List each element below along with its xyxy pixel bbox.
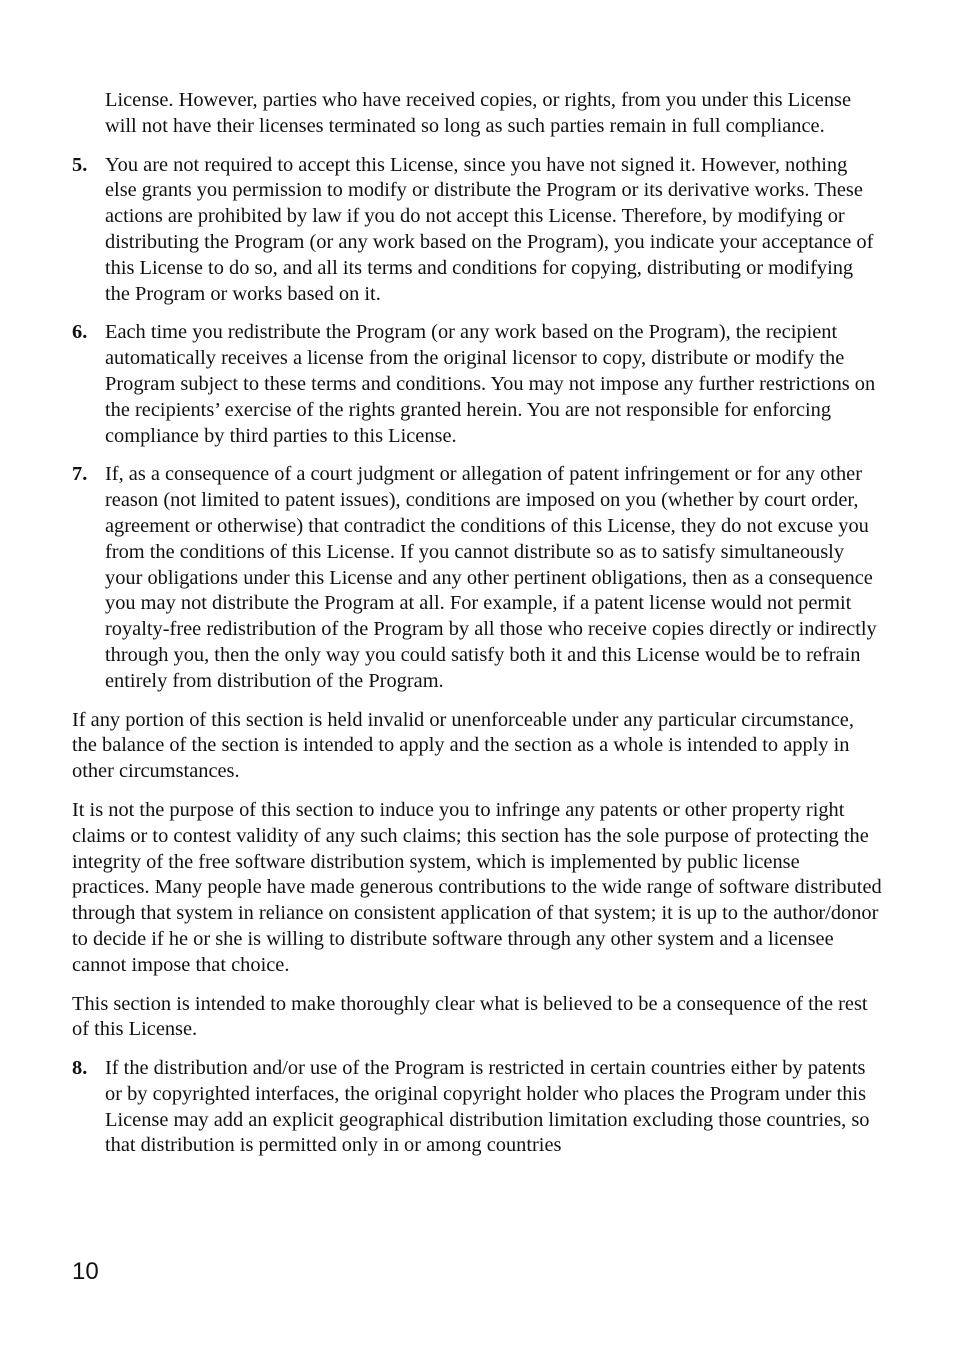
list-item-7	[72, 462, 882, 694]
page-number: 10	[72, 1258, 99, 1285]
item-text: You are not required to accept this License, since you have not signed it. However, nothing else grants you permission to modify or distribute the Program or its derivative works. These actions are prohibited by law if you do not accept this License. Therefore, by modifying or distributing the Program (or any work based on the Program), you indicate your acceptance of this License to do so, and all its terms and conditions for copying, distributing or modifying the Program or works based on it.	[105, 153, 874, 305]
paragraph-invalid-portion: If any portion of this section is held invalid or unenforceable under any particular circumstance, the balance of the section is intended to apply and the section as a whole is intended to apply in other circumstances.	[72, 708, 854, 783]
item-text: Each time you redistribute the Program (or any work based on the Program), the recipient automatically receives a license from the original licensor to copy, distribute or modify the Program subject to these terms and conditions. You may not impose any further restrictions on the recipients’ exercise of the rights granted herein. You are not responsible for enforcing compliance by third parties to this License.	[105, 321, 876, 447]
list-item-5	[72, 153, 882, 308]
item-text: If the distribution and/or use of the Program is restricted in certain countries either by patents or by copyrighted interfaces, the original copyright holder who places the Program under this License may add an explicit geographical distribution limitation excluding those countries, so that distribution is permitted only in or among countries	[105, 1057, 870, 1157]
paragraph-clarification: This section is intended to make thoroughly clear what is believed to be a consequence of the rest of this License.	[72, 992, 868, 1041]
list-item-8	[72, 1056, 882, 1159]
item-number: 6.	[72, 321, 88, 344]
item-text: If, as a consequence of a court judgment or allegation of patent infringement or for any other reason (not limited to patent issues), conditions are imposed on you (whether by court order, agreement or otherwise) that contradict the conditions of this License, they do not excuse you from the conditions of this License. If you cannot distribute so as to satisfy simultaneously your obligations under this License and any other pertinent obligations, then as a consequence you may not distribute the Program at all. For example, if a patent license would not permit royalty-free redistribution of the Program by all those who receive copies directly or indirectly through you, then the only way you could satisfy both it and this License would be to refrain entirely from distribution of the Program.	[105, 463, 877, 692]
document-page	[72, 88, 882, 1172]
paragraph-section-purpose: It is not the purpose of this section to induce you to infringe any patents or other property right claims or to contest validity of any such claims; this section has the sole purpose of protecting the integrity of the free software distribution system, which is implemented by public license practices. Many people have made generous contributions to the wide range of software distributed through that system in reliance on consistent application of that system; it is up to the author/donor to decide if he or she is willing to distribute software through any other system and a licensee cannot impose that choice.	[72, 798, 882, 976]
item-number: 5.	[72, 153, 88, 176]
list-item-6	[72, 320, 882, 449]
item-number: 7.	[72, 463, 88, 486]
continuation-paragraph: License. However, parties who have received copies, or rights, from you under this License will not have their licenses terminated so long as such parties remain in full compliance.	[105, 89, 852, 137]
item-number: 8.	[72, 1057, 88, 1080]
